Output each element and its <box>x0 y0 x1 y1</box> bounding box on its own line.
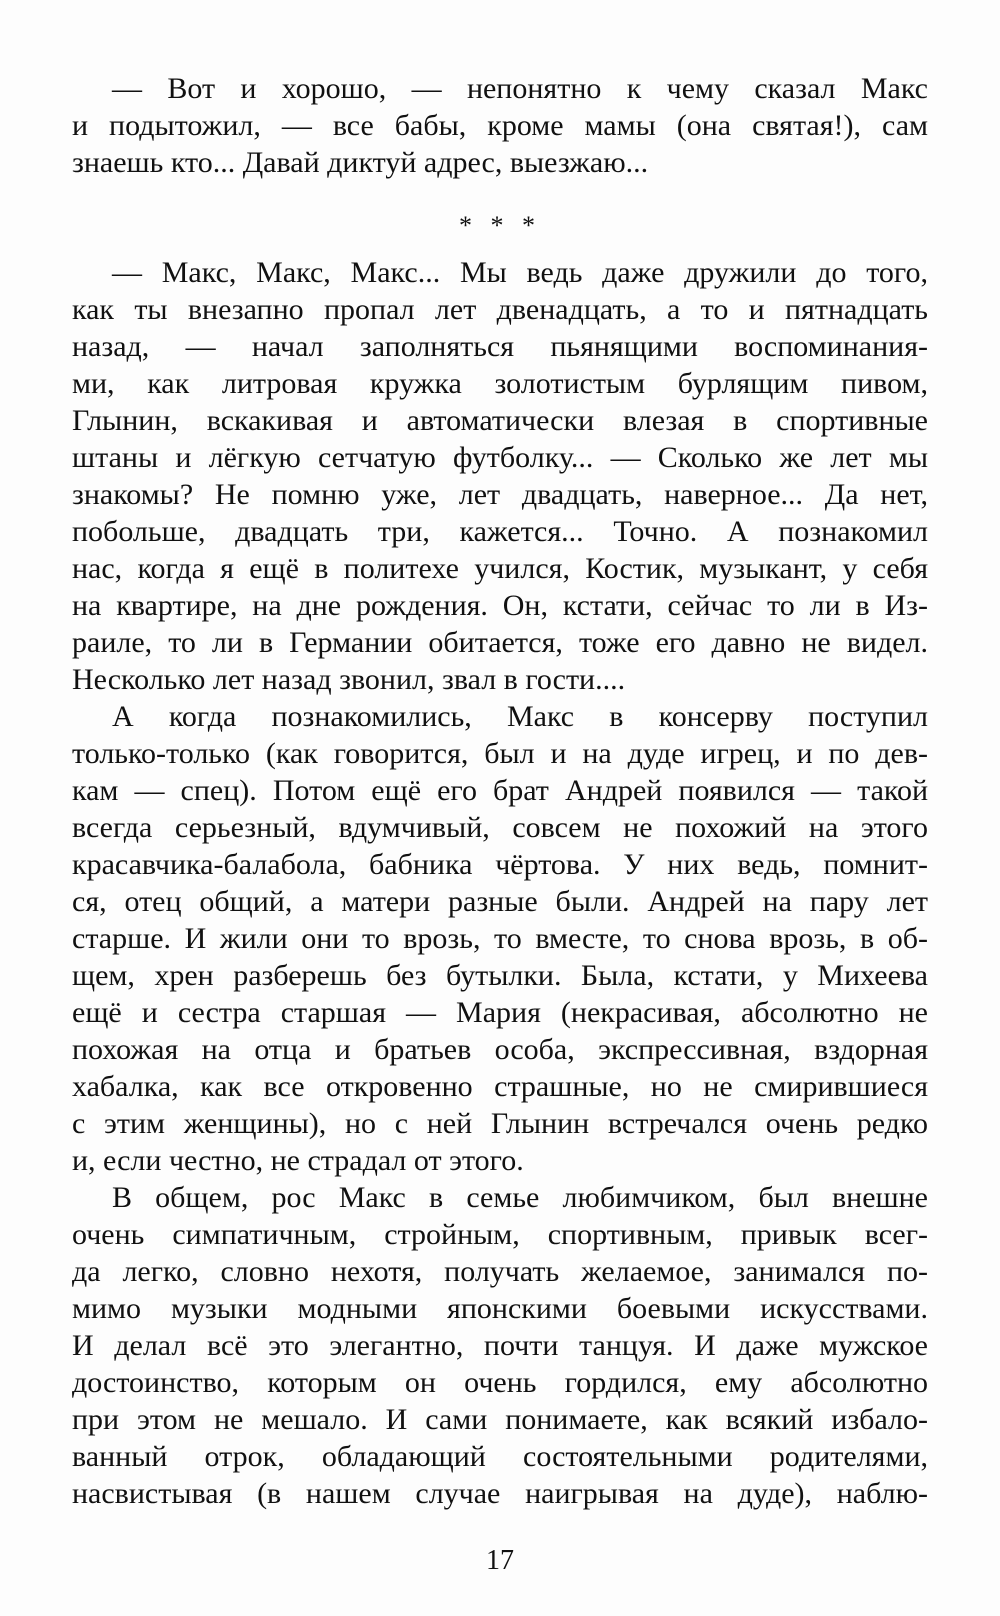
text-line: В общем, рос Макс в семье любимчиком, был внешне <box>112 1181 928 1214</box>
text-line: А когда познакомились, Макс в консерву поступил <box>112 700 928 733</box>
text-line: штаны и лёгкую сетчатую футболку... — Сколько же лет мы <box>72 441 928 474</box>
paragraph-2 <box>72 254 928 698</box>
text-line: нас, когда я ещё в политехе учился, Костик, музыкант, у себя <box>72 552 928 585</box>
text-line: знаешь кто... Давай диктуй адрес, выезжаю... <box>72 146 649 179</box>
text-line: и подытожил, — все бабы, кроме мамы (она святая!), сам <box>72 109 928 142</box>
text-line: раиле, то ли в Германии обитается, тоже его давно не видел. <box>72 626 928 659</box>
text-line: мимо музыки модными японскими боевыми искусствами. <box>72 1292 928 1325</box>
text-line: ся, отец общий, а матери разные были. Андрей на пару лет <box>72 885 928 918</box>
text-line: старше. И жили они то врозь, то вместе, то снова врозь, в об- <box>72 922 928 955</box>
text-line: как ты внезапно пропал лет двенадцать, а то и пятнадцать <box>72 293 928 326</box>
text-line: с этим женщины), но с ней Глынин встречался очень редко <box>72 1107 928 1140</box>
text-line: щем, хрен разберешь без бутылки. Была, кстати, у Михеева <box>72 959 928 992</box>
text-line: кам — спец). Потом ещё его брат Андрей появился — такой <box>72 774 928 807</box>
text-line: — Вот и хорошо, — непонятно к чему сказал Макс <box>112 72 928 105</box>
text-line: красавчика-балабола, бабника чёртова. У них ведь, помнит- <box>72 848 928 881</box>
text-line: ми, как литровая кружка золотистым бурлящим пивом, <box>72 367 928 400</box>
text-line: похожая на отца и братьев особа, экспрессивная, вздорная <box>72 1033 928 1066</box>
paragraph-4 <box>72 1179 928 1512</box>
text-line: при этом не мешало. И сами понимаете, как всякий избало- <box>72 1403 928 1436</box>
text-line: Глынин, вскакивая и автоматически влезая в спортивные <box>72 404 928 437</box>
text-line: знакомы? Не помню уже, лет двадцать, наверное... Да нет, <box>72 478 928 511</box>
text-line: и, если честно, не страдал от этого. <box>72 1144 524 1177</box>
text-line: очень симпатичным, стройным, спортивным, привык всег- <box>72 1218 928 1251</box>
text-line: назад, — начал заполняться пьянящими воспоминания- <box>72 330 928 363</box>
paragraph-1 <box>72 70 928 181</box>
text-line: побольше, двадцать три, кажется... Точно. А познакомил <box>72 515 928 548</box>
paragraph-3 <box>72 698 928 1179</box>
text-line: хабалка, как все откровенно страшные, но не смирившиеся <box>72 1070 928 1103</box>
section-separator: * * * <box>459 211 541 240</box>
text-line: да легко, словно нехотя, получать желаемое, занимался по- <box>72 1255 928 1288</box>
text-line: ванный отрок, обладающий состоятельными родителями, <box>72 1440 928 1473</box>
text-line: ещё и сестра старшая — Мария (некрасивая, абсолютно не <box>72 996 928 1029</box>
text-line: на квартире, на дне рождения. Он, кстати, сейчас то ли в Из- <box>72 589 928 622</box>
text-line: всегда серьезный, вдумчивый, совсем не похожий на этого <box>72 811 928 844</box>
text-line: только-только (как говорится, был и на дуде игрец, и по дев- <box>72 737 928 770</box>
text-line: достоинство, которым он очень гордился, ему абсолютно <box>72 1366 928 1399</box>
page-number: 17 <box>486 1545 514 1576</box>
body-text <box>72 70 928 1512</box>
text-line: насвистывая (в нашем случае наигрывая на дуде), наблю- <box>72 1477 928 1510</box>
text-line: Несколько лет назад звонил, звал в гости.... <box>72 663 626 696</box>
text-line: — Макс, Макс, Макс... Мы ведь даже дружили до того, <box>112 256 928 289</box>
text-line: И делал всё это элегантно, почти танцуя. И даже мужское <box>72 1329 928 1362</box>
